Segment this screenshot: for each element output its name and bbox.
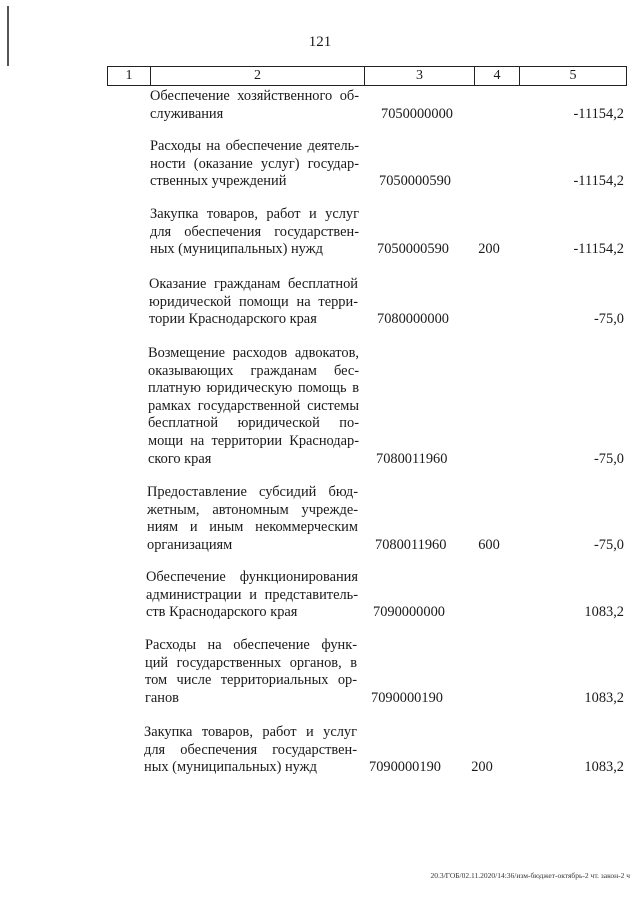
description-line: для обеспечения государствен- [150,223,359,240]
table-row [0,138,640,191]
footer-file-stamp: 20.3/ГОБ/02.11.2020/14:36/изм-бюджет-октябрь-2 чт. закон-2 ч [430,871,630,880]
description-line: Закупка товаров, работ и услуг [144,724,357,740]
description-line: Оказание гражданам бесплатной [149,276,358,292]
row-expense-type: 600 [478,536,500,553]
row-code: 7080011960 [376,450,448,467]
description-line: Предоставление субсидий бюд- [147,484,358,500]
row-description [150,88,359,123]
description-line: ций государственных органов, в [145,654,357,671]
description-line: ниям и иным некоммерческим [147,519,358,536]
description-line: бесплатной юридической по- [148,415,359,432]
row-amount: 1083,2 [584,759,624,776]
description-line: рамках государственной системы [148,397,359,414]
table-row [0,637,640,707]
row-description [147,484,358,554]
description-line: ского края [148,450,212,467]
column-header-2: 2 [150,67,364,85]
row-description [144,724,357,777]
row-code: 7090000190 [369,759,441,776]
row-code: 7080011960 [375,536,447,553]
row-code: 7090000000 [373,604,445,621]
row-description [146,569,358,622]
column-header-5: 5 [519,67,626,85]
description-line: ственных учреждений [150,173,287,190]
description-line: Возмещение расходов адвокатов, [148,345,359,361]
description-line: Закупка товаров, работ и услуг [150,206,359,222]
row-description [150,138,359,191]
table-row [0,345,640,468]
description-line: тории Краснодарского края [149,311,317,328]
row-amount: -75,0 [594,311,624,328]
description-line: ности (оказание услуг) государ- [150,155,359,172]
table-row [0,276,640,329]
row-code: 7050000590 [377,241,449,258]
row-amount: -11154,2 [573,105,624,122]
row-amount: 1083,2 [584,604,624,621]
row-code: 7050000590 [379,173,451,190]
description-line: мощи на территории Краснодар- [148,432,359,449]
description-line: ных (муниципальных) нужд [150,241,323,258]
row-description [145,637,357,707]
table-row [0,206,640,259]
row-expense-type: 200 [471,759,493,776]
column-header-1: 1 [125,68,133,83]
description-line: служивания [150,105,224,122]
row-code: 7050000000 [381,105,453,122]
row-expense-type: 200 [478,241,500,258]
row-code: 7090000190 [371,689,443,706]
row-description [149,276,358,329]
row-amount: -75,0 [594,450,624,467]
table-row [0,569,640,622]
column-header-3: 3 [364,67,474,85]
table-row [0,484,640,554]
table-row [0,88,640,123]
description-line: ств Краснодарского края [146,604,298,621]
description-line: администрации и представитель- [146,586,358,603]
description-line: организациям [147,536,233,553]
row-code: 7080000000 [377,311,449,328]
description-line: том числе территориальных ор- [145,672,357,689]
description-line: оказывающих гражданам бес- [148,362,359,379]
row-description [150,206,359,259]
description-line: Обеспечение функционирования [146,569,358,585]
row-amount: -75,0 [594,536,624,553]
row-amount: -11154,2 [573,173,624,190]
description-line: ных (муниципальных) нужд [144,759,317,776]
page-number: 121 [308,34,332,50]
row-description [148,345,359,468]
description-line: юридической помощи на терри- [149,293,358,310]
description-line: Обеспечение хозяйственного об- [150,88,359,104]
row-amount: 1083,2 [584,689,624,706]
column-header-4: 4 [474,67,519,85]
table-header [107,66,627,86]
table-row [0,724,640,777]
description-line: ганов [145,689,179,706]
description-line: Расходы на обеспечение функ- [145,637,357,653]
description-line: платную юридическую помощь в [148,380,359,397]
description-line: жетным, автономным учрежде- [147,501,358,518]
row-amount: -11154,2 [573,241,624,258]
description-line: Расходы на обеспечение деятель- [150,138,359,154]
description-line: для обеспечения государствен- [144,741,357,758]
